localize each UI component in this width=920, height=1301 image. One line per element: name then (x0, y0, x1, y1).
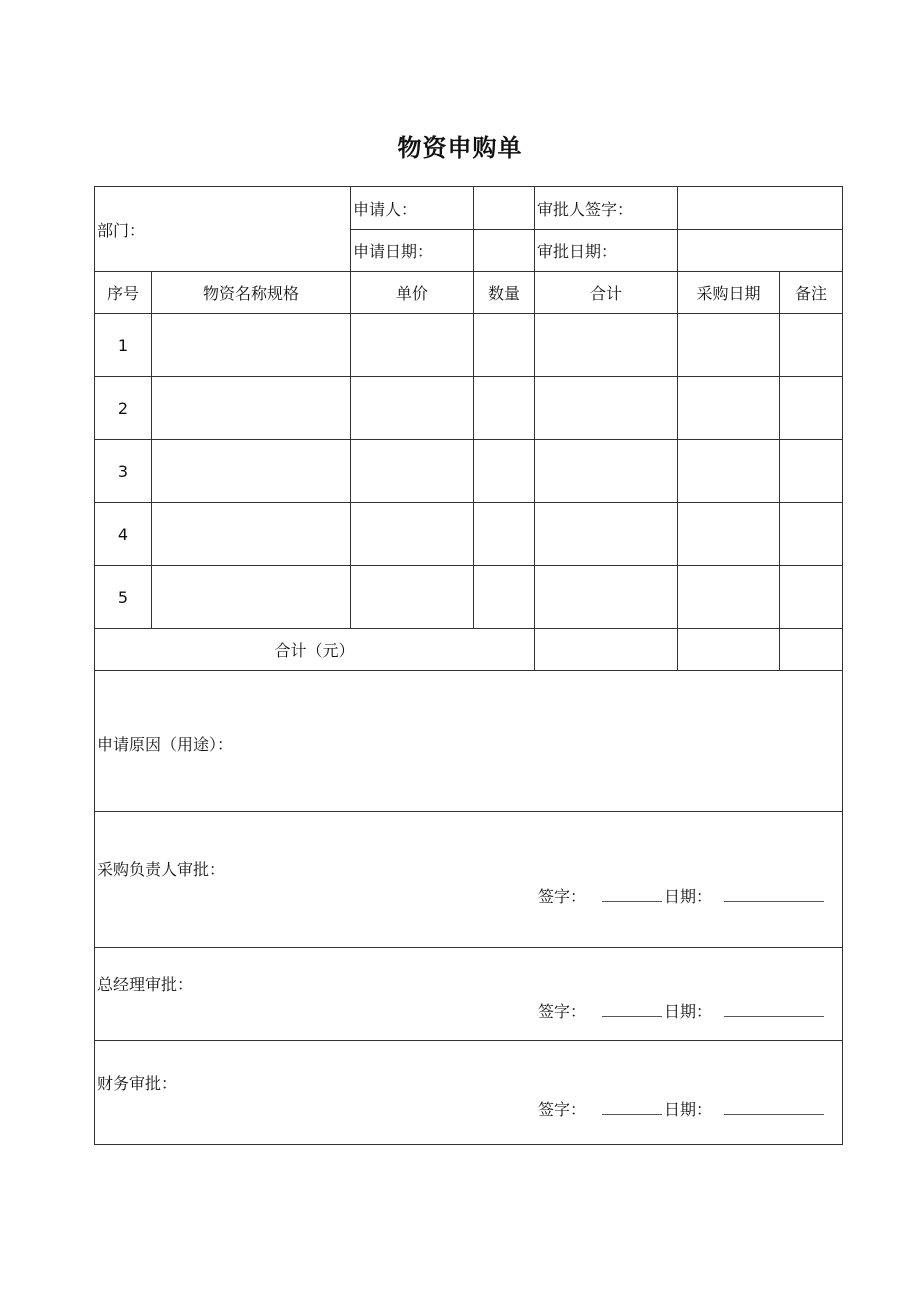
quantity-cell[interactable] (474, 377, 535, 440)
sign-line[interactable] (602, 900, 662, 902)
item-spec-cell[interactable] (152, 377, 351, 440)
unit-price-cell[interactable] (351, 440, 474, 503)
department-field[interactable] (95, 187, 351, 272)
total-label: 合计（元） (95, 629, 535, 671)
row-index: 4 (95, 503, 152, 566)
col-header-subtotal: 合计 (535, 272, 678, 314)
remarks-cell[interactable] (780, 566, 843, 629)
unit-price-cell[interactable] (351, 377, 474, 440)
quantity-cell[interactable] (474, 314, 535, 377)
gm-approval-label: 总经理审批： (97, 975, 194, 994)
item-spec-cell[interactable] (152, 566, 351, 629)
sign-line[interactable] (602, 1113, 662, 1115)
applicant-label-cell (351, 187, 474, 230)
purchase-date-cell[interactable] (678, 440, 780, 503)
approve-date-label: 审批日期： (537, 242, 618, 261)
total-row (95, 629, 843, 671)
item-spec-cell[interactable] (152, 314, 351, 377)
remarks-cell[interactable] (780, 314, 843, 377)
remarks-cell[interactable] (780, 503, 843, 566)
approver-sign-label: 审批人签字： (537, 199, 634, 219)
department-label: 部门： (97, 220, 146, 240)
approver-sign-label-cell (535, 187, 678, 230)
date-label: 日期： (664, 1100, 713, 1119)
purchasing-approval-section (95, 812, 843, 948)
purchase-date-cell[interactable] (678, 377, 780, 440)
col-header-remarks: 备注 (780, 272, 843, 314)
table-row (95, 314, 843, 377)
sign-line[interactable] (602, 1015, 662, 1017)
finance-sign-row (538, 1097, 826, 1120)
col-header-item-spec: 物资名称规格 (152, 272, 351, 314)
finance-approval-section (95, 1041, 843, 1145)
purchase-date-cell[interactable] (678, 314, 780, 377)
date-label: 日期： (664, 1002, 713, 1021)
row-index: 3 (95, 440, 152, 503)
date-label: 日期： (664, 887, 713, 906)
purchase-date-cell[interactable] (678, 566, 780, 629)
reason-field[interactable] (95, 671, 843, 812)
date-line[interactable] (724, 1113, 824, 1115)
unit-price-cell[interactable] (351, 566, 474, 629)
date-line[interactable] (724, 900, 824, 902)
finance-approval-label: 财务审批： (97, 1074, 178, 1093)
purchasing-sign-row (538, 884, 826, 907)
unit-price-cell[interactable] (351, 503, 474, 566)
subtotal-cell[interactable] (535, 314, 678, 377)
purchase-request-form (94, 186, 843, 1145)
gm-sign-row (538, 999, 826, 1022)
table-row (95, 566, 843, 629)
col-header-purchase-date: 采购日期 (678, 272, 780, 314)
apply-date-label-cell (351, 230, 474, 272)
sign-label: 签字： (537, 1100, 586, 1119)
approve-date-label-cell (535, 230, 678, 272)
col-header-quantity: 数量 (474, 272, 535, 314)
subtotal-cell[interactable] (535, 503, 678, 566)
col-header-index: 序号 (95, 272, 152, 314)
column-header-row (95, 272, 843, 314)
remarks-cell[interactable] (780, 440, 843, 503)
item-spec-cell[interactable] (152, 503, 351, 566)
total-remarks-field[interactable] (780, 629, 843, 671)
applicant-label: 申请人： (353, 199, 418, 219)
total-amount-field[interactable] (535, 629, 678, 671)
quantity-cell[interactable] (474, 503, 535, 566)
table-row (95, 440, 843, 503)
sign-label: 签字： (537, 887, 586, 906)
apply-date-field[interactable] (474, 230, 535, 272)
page-title: 物资申购单 (397, 134, 523, 162)
date-line[interactable] (724, 1015, 824, 1017)
col-header-unit-price: 单价 (351, 272, 474, 314)
quantity-cell[interactable] (474, 566, 535, 629)
sign-label: 签字： (537, 1002, 586, 1021)
applicant-field[interactable] (474, 187, 535, 230)
reason-label: 申请原因（用途）： (97, 735, 234, 754)
subtotal-cell[interactable] (535, 377, 678, 440)
row-index: 1 (95, 314, 152, 377)
gm-approval-section (95, 948, 843, 1041)
approve-date-field[interactable] (678, 230, 843, 272)
purchase-date-cell[interactable] (678, 503, 780, 566)
row-index: 5 (95, 566, 152, 629)
purchasing-approval-label: 采购负责人审批： (97, 860, 226, 879)
apply-date-label: 申请日期： (353, 242, 434, 261)
item-spec-cell[interactable] (152, 440, 351, 503)
unit-price-cell[interactable] (351, 314, 474, 377)
subtotal-cell[interactable] (535, 440, 678, 503)
total-purchase-date-field[interactable] (678, 629, 780, 671)
subtotal-cell[interactable] (535, 566, 678, 629)
quantity-cell[interactable] (474, 440, 535, 503)
remarks-cell[interactable] (780, 377, 843, 440)
table-row (95, 503, 843, 566)
row-index: 2 (95, 377, 152, 440)
table-row (95, 377, 843, 440)
approver-sign-field[interactable] (678, 187, 843, 230)
